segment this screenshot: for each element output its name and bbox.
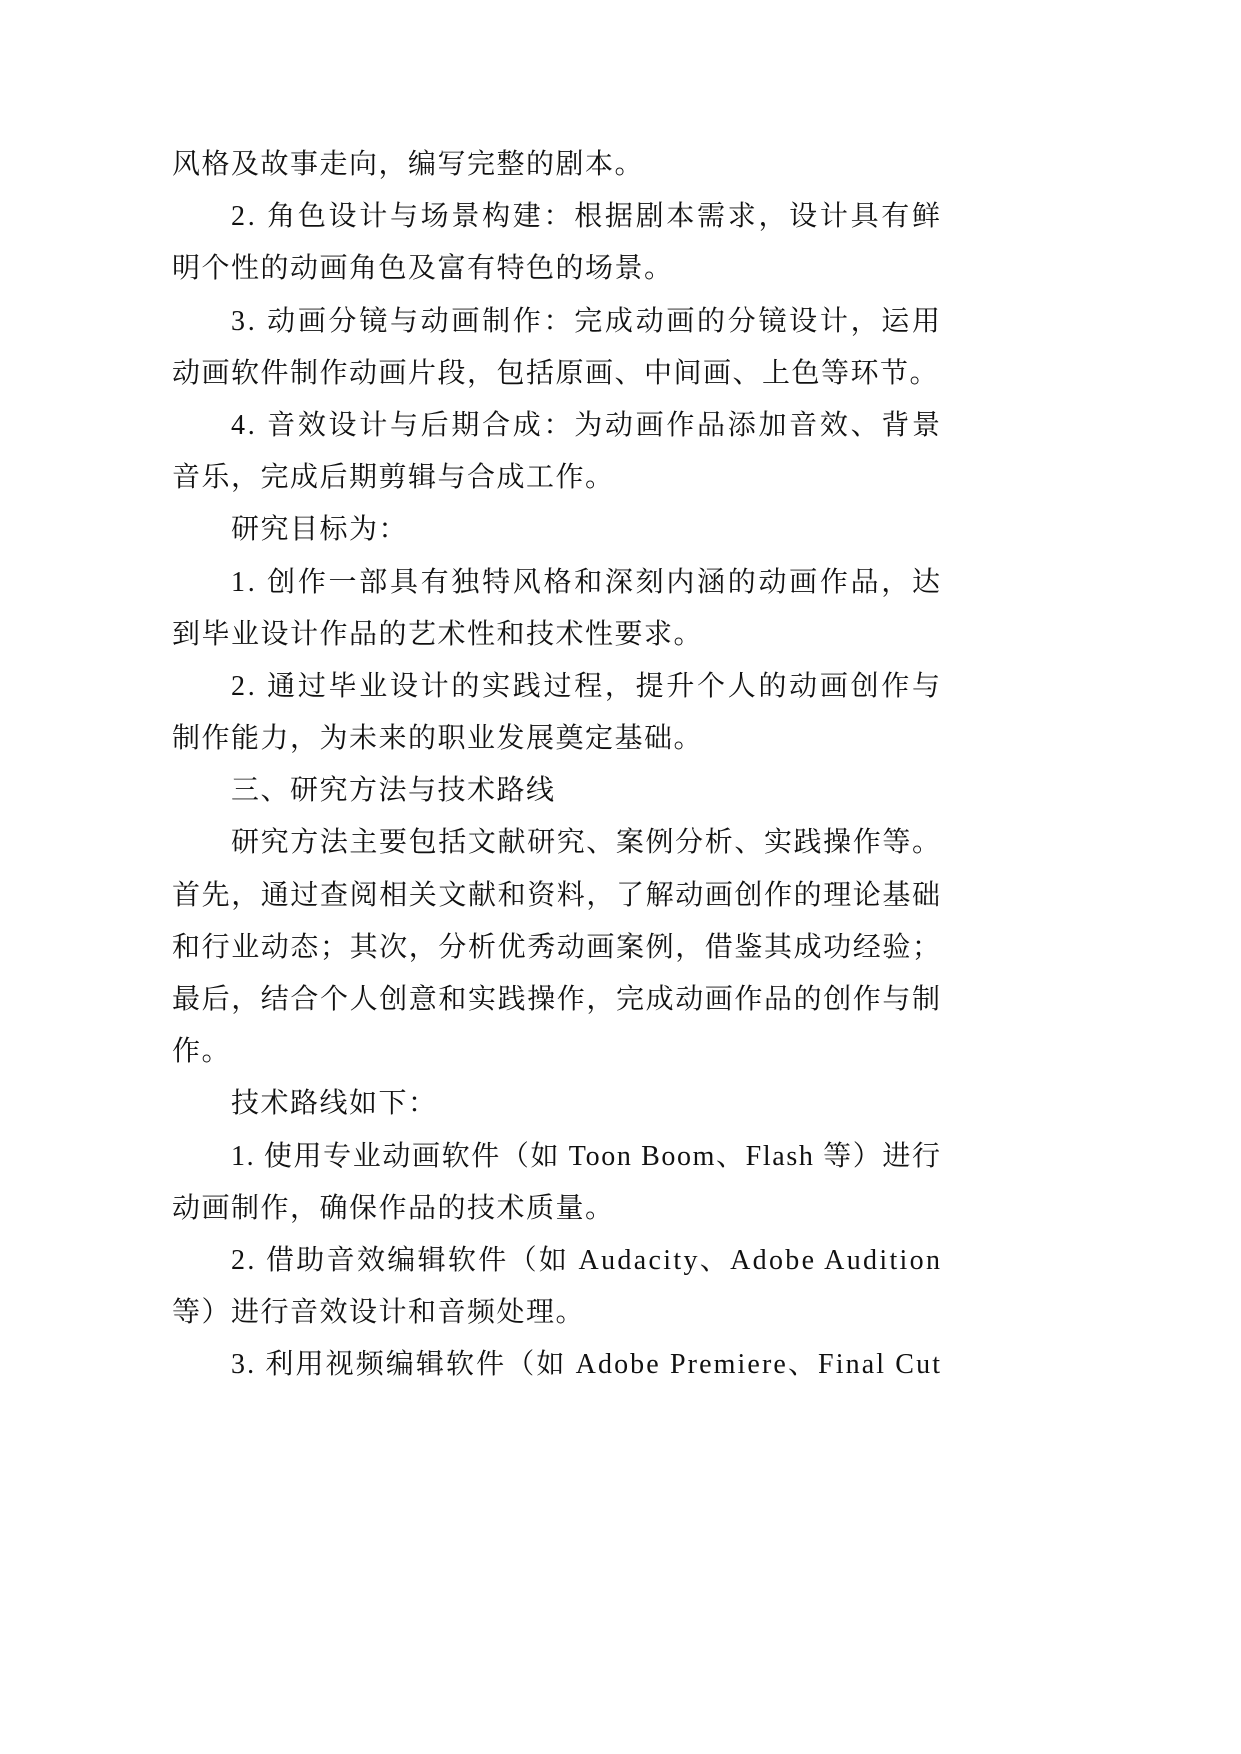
text-line: 制作能力，为未来的职业发展奠定基础。 xyxy=(172,723,704,755)
text-line: 4. 音效设计与后期合成：为动画作品添加音效、背景 xyxy=(231,409,943,441)
text-line: 风格及故事走向，编写完整的剧本。 xyxy=(172,149,645,180)
text-line: 首先，通过查阅相关文献和资料，了解动画创作的理论基础 xyxy=(172,879,942,911)
text-line: 研究方法主要包括文献研究、案例分析、实践操作等。 xyxy=(231,827,942,859)
list-item-paragraph xyxy=(172,661,943,765)
lead-in-paragraph xyxy=(172,1078,940,1130)
section-heading-text: 三、研究方法与技术路线 xyxy=(231,775,556,807)
text-line: 音乐，完成后期剪辑与合成工作。 xyxy=(172,462,615,494)
lead-in-paragraph xyxy=(172,504,940,556)
text-line: 3. 利用视频编辑软件（如 Adobe Premiere、Final Cut xyxy=(231,1349,943,1381)
section-heading xyxy=(172,765,940,817)
text-line: 到毕业设计作品的艺术性和技术性要求。 xyxy=(172,618,704,650)
paragraph-continued xyxy=(172,139,940,191)
body-paragraph xyxy=(172,817,940,1078)
body-text xyxy=(172,139,943,1392)
text-line: 等）进行音效设计和音频处理。 xyxy=(172,1297,586,1329)
text-line: 2. 通过毕业设计的实践过程，提升个人的动画创作与 xyxy=(231,670,943,702)
text-line: 3. 动画分镜与动画制作：完成动画的分镜设计，运用 xyxy=(231,305,943,337)
list-item-paragraph xyxy=(172,557,943,661)
text-line: 1. 使用专业动画软件（如 Toon Boom、Flash 等）进行 xyxy=(231,1140,942,1172)
text-line: 动画软件制作动画片段，包括原画、中间画、上色等环节。 xyxy=(172,357,940,389)
text-line: 明个性的动画角色及富有特色的场景。 xyxy=(172,253,674,285)
text-line: 技术路线如下： xyxy=(231,1088,438,1120)
list-item-paragraph xyxy=(172,1131,940,1235)
text-line: 2. 借助音效编辑软件（如 Audacity、Adobe Audition xyxy=(231,1244,943,1276)
list-item-paragraph xyxy=(172,400,943,504)
text-line: 研究目标为： xyxy=(231,514,409,546)
list-item-paragraph xyxy=(172,191,943,295)
list-item-paragraph xyxy=(172,296,943,400)
text-line: 作。 xyxy=(172,1036,232,1068)
text-line: 2. 角色设计与场景构建：根据剧本需求，设计具有鲜 xyxy=(231,201,943,233)
text-line: 动画制作，确保作品的技术质量。 xyxy=(172,1192,615,1224)
text-line: 和行业动态；其次，分析优秀动画案例，借鉴其成功经验； xyxy=(172,931,942,963)
text-line: 1. 创作一部具有独特风格和深刻内涵的动画作品，达 xyxy=(231,566,943,598)
list-item-paragraph xyxy=(172,1235,943,1339)
list-item-paragraph xyxy=(172,1339,943,1391)
text-line: 最后，结合个人创意和实践操作，完成动画作品的创作与制 xyxy=(172,984,942,1015)
